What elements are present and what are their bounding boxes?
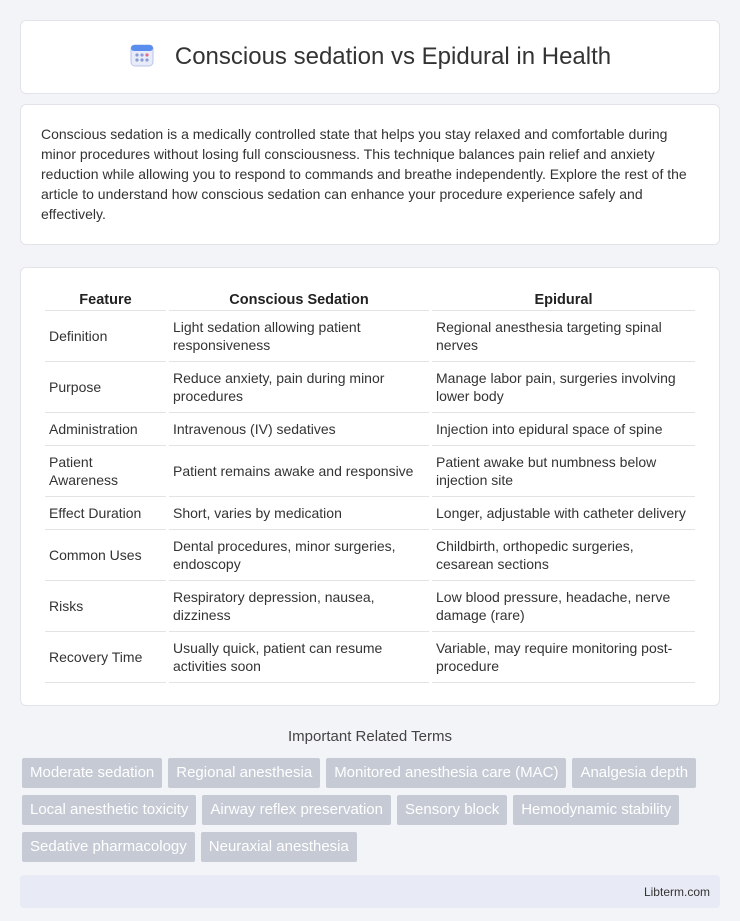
sedation-cell: Intravenous (IV) sedatives [169, 413, 429, 446]
related-term-tag[interactable]: Sedative pharmacology [22, 832, 195, 862]
table-header-row [45, 288, 695, 311]
calendar-grid-icon [129, 42, 155, 73]
related-term-tag[interactable]: Neuraxial anesthesia [201, 832, 357, 862]
page-title: Conscious sedation vs Epidural in Health [174, 43, 612, 70]
feature-cell: Effect Duration [45, 497, 166, 530]
epidural-cell: Manage labor pain, surgeries involving lower body [432, 362, 695, 413]
epidural-cell: Low blood pressure, headache, nerve damage (rare) [432, 581, 695, 632]
feature-cell: Recovery Time [45, 632, 166, 683]
footer-site-link[interactable]: Libterm.com [643, 884, 710, 899]
intro-text: Conscious sedation is a medically controlled state that helps you stay relaxed and comfortable during minor procedures without losing full consciousness. This technique balances pain relief and anxiety reduction while allowing you to respond to commands and breathe independently. Explore the rest of the article to understand how conscious sedation can enhance your procedure experience safely and effectively. [41, 126, 687, 222]
sedation-cell: Usually quick, patient can resume activities soon [169, 632, 429, 683]
comparison-card [20, 267, 720, 706]
intro-card [20, 104, 720, 245]
feature-cell: Patient Awareness [45, 446, 166, 497]
related-term-tag[interactable]: Moderate sedation [22, 758, 162, 788]
table-row [45, 311, 695, 362]
feature-cell: Purpose [45, 362, 166, 413]
sedation-cell: Reduce anxiety, pain during minor procedures [169, 362, 429, 413]
table-row [45, 530, 695, 581]
related-term-tag[interactable]: Hemodynamic stability [513, 795, 679, 825]
related-term-tag[interactable]: Local anesthetic toxicity [22, 795, 196, 825]
feature-cell: Administration [45, 413, 166, 446]
related-terms-heading: Important Related Terms [288, 728, 452, 745]
sedation-cell: Light sedation allowing patient responsiveness [169, 311, 429, 362]
epidural-cell: Longer, adjustable with catheter delivery [432, 497, 695, 530]
related-terms-list [22, 758, 720, 862]
column-header-epidural: Epidural [432, 288, 695, 311]
sedation-cell: Respiratory depression, nausea, dizziness [169, 581, 429, 632]
table-row [45, 362, 695, 413]
comparison-table [42, 288, 698, 683]
column-header-conscious-sedation: Conscious Sedation [169, 288, 429, 311]
column-header-feature: Feature [45, 288, 166, 311]
feature-cell: Common Uses [45, 530, 166, 581]
sedation-cell: Short, varies by medication [169, 497, 429, 530]
related-term-tag[interactable]: Sensory block [397, 795, 507, 825]
related-term-tag[interactable]: Analgesia depth [572, 758, 696, 788]
table-row [45, 413, 695, 446]
related-term-tag[interactable]: Regional anesthesia [168, 758, 320, 788]
table-row [45, 446, 695, 497]
epidural-cell: Patient awake but numbness below injection site [432, 446, 695, 497]
sedation-cell: Patient remains awake and responsive [169, 446, 429, 497]
footer-bar [20, 875, 720, 908]
epidural-cell: Regional anesthesia targeting spinal nerves [432, 311, 695, 362]
feature-cell: Risks [45, 581, 166, 632]
epidural-cell: Injection into epidural space of spine [432, 413, 695, 446]
epidural-cell: Variable, may require monitoring post-procedure [432, 632, 695, 683]
sedation-cell: Dental procedures, minor surgeries, endoscopy [169, 530, 429, 581]
table-row [45, 632, 695, 683]
table-row [45, 581, 695, 632]
related-term-tag[interactable]: Monitored anesthesia care (MAC) [326, 758, 566, 788]
related-term-tag[interactable]: Airway reflex preservation [202, 795, 391, 825]
title-card [20, 20, 720, 94]
table-row [45, 497, 695, 530]
feature-cell: Definition [45, 311, 166, 362]
epidural-cell: Childbirth, orthopedic surgeries, cesarean sections [432, 530, 695, 581]
